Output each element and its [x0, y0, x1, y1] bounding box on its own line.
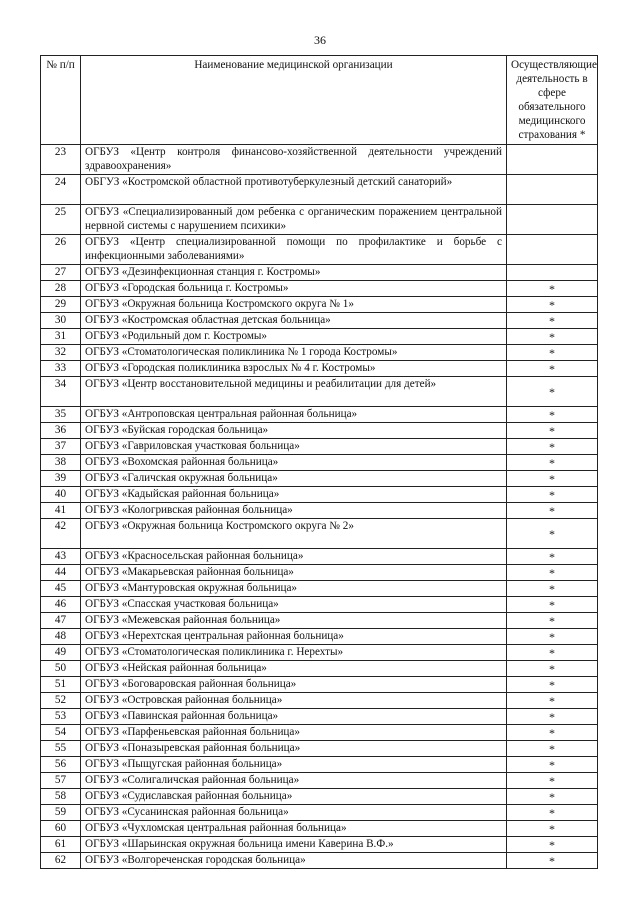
- row-number: 46: [41, 597, 81, 613]
- row-number: 60: [41, 821, 81, 837]
- organization-name: ОГБУЗ «Буйская городская больница»: [81, 423, 507, 439]
- table-row: [41, 205, 598, 235]
- row-number: 39: [41, 471, 81, 487]
- organization-name: ОГБУЗ «Родильный дом г. Костромы»: [81, 329, 507, 345]
- column-header-oms: Осуществляющие деятельность в сфере обязательного медицинского страхования *: [507, 56, 598, 145]
- oms-mark: *: [507, 757, 598, 773]
- oms-mark: *: [507, 853, 598, 869]
- oms-mark: [507, 265, 598, 281]
- row-number: 35: [41, 407, 81, 423]
- table-row: [41, 741, 598, 757]
- oms-mark: *: [507, 821, 598, 837]
- row-number: 45: [41, 581, 81, 597]
- oms-mark: *: [507, 519, 598, 549]
- oms-mark: [507, 205, 598, 235]
- table-row: [41, 297, 598, 313]
- row-number: 33: [41, 361, 81, 377]
- row-number: 31: [41, 329, 81, 345]
- oms-mark: *: [507, 455, 598, 471]
- row-number: 24: [41, 175, 81, 205]
- row-number: 30: [41, 313, 81, 329]
- row-number: 42: [41, 519, 81, 549]
- organization-name: ОГБУЗ «Боговаровская районная больница»: [81, 677, 507, 693]
- oms-mark: *: [507, 597, 598, 613]
- row-number: 57: [41, 773, 81, 789]
- table-header-row: [41, 56, 598, 145]
- organization-name: ОГБУЗ «Парфеньевская районная больница»: [81, 725, 507, 741]
- row-number: 53: [41, 709, 81, 725]
- table-row: [41, 423, 598, 439]
- organization-name: ОГБУЗ «Кадыйская районная больница»: [81, 487, 507, 503]
- row-number: 58: [41, 789, 81, 805]
- table-row: [41, 519, 598, 549]
- oms-mark: [507, 175, 598, 205]
- table-row: [41, 549, 598, 565]
- oms-mark: *: [507, 329, 598, 345]
- table-row: [41, 471, 598, 487]
- organization-name: ОГБУЗ «Судиславская районная больница»: [81, 789, 507, 805]
- table-row: [41, 487, 598, 503]
- oms-mark: *: [507, 661, 598, 677]
- oms-mark: *: [507, 693, 598, 709]
- oms-mark: [507, 235, 598, 265]
- oms-mark: *: [507, 725, 598, 741]
- table-row: [41, 377, 598, 407]
- table-row: [41, 345, 598, 361]
- oms-mark: *: [507, 471, 598, 487]
- row-number: 36: [41, 423, 81, 439]
- table-row: [41, 773, 598, 789]
- table-row: [41, 175, 598, 205]
- organization-name: ОГБУЗ «Волгореченская городская больница»: [81, 853, 507, 869]
- row-number: 43: [41, 549, 81, 565]
- oms-mark: *: [507, 613, 598, 629]
- organization-name: ОГБУЗ «Сусанинская районная больница»: [81, 805, 507, 821]
- table-row: [41, 235, 598, 265]
- table-row: [41, 439, 598, 455]
- row-number: 56: [41, 757, 81, 773]
- table-body: [41, 145, 598, 869]
- organization-name: ОГБУЗ «Нерехтская центральная районная больница»: [81, 629, 507, 645]
- table-row: [41, 821, 598, 837]
- oms-mark: *: [507, 313, 598, 329]
- oms-mark: [507, 145, 598, 175]
- organization-name: ОГБУЗ «Кологривская районная больница»: [81, 503, 507, 519]
- organization-name: ОГБУЗ «Городская больница г. Костромы»: [81, 281, 507, 297]
- table-row: [41, 313, 598, 329]
- organization-name: ОГБУЗ «Вохомская районная больница»: [81, 455, 507, 471]
- organization-name: ОГБУЗ «Пыщугская районная больница»: [81, 757, 507, 773]
- oms-mark: *: [507, 407, 598, 423]
- oms-mark: *: [507, 709, 598, 725]
- table-row: [41, 725, 598, 741]
- row-number: 28: [41, 281, 81, 297]
- organization-name: ОГБУЗ «Стоматологическая поликлиника № 1 города Костромы»: [81, 345, 507, 361]
- table-row: [41, 853, 598, 869]
- table-row: [41, 265, 598, 281]
- row-number: 48: [41, 629, 81, 645]
- table-row: [41, 407, 598, 423]
- organization-name: ОГБУЗ «Окружная больница Костромского округа № 1»: [81, 297, 507, 313]
- table-row: [41, 597, 598, 613]
- organization-name: ОГБУЗ «Центр контроля финансово-хозяйственной деятельности учреждений здравоохранения»: [81, 145, 507, 175]
- organization-name: ОГБУЗ «Галичская окружная больница»: [81, 471, 507, 487]
- oms-mark: *: [507, 741, 598, 757]
- organization-name: ОБГУЗ «Костромской областной противотуберкулезный детский санаторий»: [81, 175, 507, 205]
- table-row: [41, 145, 598, 175]
- oms-mark: *: [507, 773, 598, 789]
- row-number: 34: [41, 377, 81, 407]
- organization-name: ОГБУЗ «Городская поликлиника взрослых № 4 г. Костромы»: [81, 361, 507, 377]
- row-number: 47: [41, 613, 81, 629]
- oms-mark: *: [507, 361, 598, 377]
- row-number: 41: [41, 503, 81, 519]
- row-number: 44: [41, 565, 81, 581]
- oms-mark: *: [507, 581, 598, 597]
- organization-name: ОГБУЗ «Чухломская центральная районная больница»: [81, 821, 507, 837]
- row-number: 62: [41, 853, 81, 869]
- table-row: [41, 629, 598, 645]
- oms-mark: *: [507, 677, 598, 693]
- oms-mark: *: [507, 377, 598, 407]
- row-number: 38: [41, 455, 81, 471]
- organization-name: ОГБУЗ «Костромская областная детская больница»: [81, 313, 507, 329]
- oms-mark: *: [507, 629, 598, 645]
- organization-name: ОГБУЗ «Межевская районная больница»: [81, 613, 507, 629]
- oms-mark: *: [507, 487, 598, 503]
- row-number: 50: [41, 661, 81, 677]
- organization-name: ОГБУЗ «Макарьевская районная больница»: [81, 565, 507, 581]
- table-row: [41, 709, 598, 725]
- table-row: [41, 503, 598, 519]
- oms-mark: *: [507, 503, 598, 519]
- column-header-number: № п/п: [41, 56, 81, 145]
- organization-name: ОГБУЗ «Островская районная больница»: [81, 693, 507, 709]
- column-header-name: Наименование медицинской организации: [81, 56, 507, 145]
- oms-mark: *: [507, 423, 598, 439]
- organization-name: ОГБУЗ «Поназыревская районная больница»: [81, 741, 507, 757]
- oms-mark: *: [507, 345, 598, 361]
- oms-mark: *: [507, 837, 598, 853]
- organization-name: ОГБУЗ «Шарьинская окружная больница имени Каверина В.Ф.»: [81, 837, 507, 853]
- oms-mark: *: [507, 297, 598, 313]
- table-row: [41, 455, 598, 471]
- organization-name: ОГБУЗ «Солигаличская районная больница»: [81, 773, 507, 789]
- organization-name: ОГБУЗ «Нейская районная больница»: [81, 661, 507, 677]
- oms-mark: *: [507, 805, 598, 821]
- organization-name: ОГБУЗ «Стоматологическая поликлиника г. Нерехты»: [81, 645, 507, 661]
- row-number: 23: [41, 145, 81, 175]
- table-row: [41, 677, 598, 693]
- row-number: 26: [41, 235, 81, 265]
- oms-mark: *: [507, 645, 598, 661]
- row-number: 61: [41, 837, 81, 853]
- organization-name: ОГБУЗ «Антроповская центральная районная больница»: [81, 407, 507, 423]
- organization-name: ОГБУЗ «Красносельская районная больница»: [81, 549, 507, 565]
- oms-mark: *: [507, 549, 598, 565]
- row-number: 27: [41, 265, 81, 281]
- organization-name: ОГБУЗ «Спасская участковая больница»: [81, 597, 507, 613]
- organization-name: ОГБУЗ «Павинская районная больница»: [81, 709, 507, 725]
- table-row: [41, 805, 598, 821]
- organization-name: ОГБУЗ «Мантуровская окружная больница»: [81, 581, 507, 597]
- organization-name: ОГБУЗ «Центр восстановительной медицины и реабилитации для детей»: [81, 377, 507, 407]
- table-row: [41, 565, 598, 581]
- row-number: 29: [41, 297, 81, 313]
- row-number: 49: [41, 645, 81, 661]
- page-number: 36: [314, 33, 326, 47]
- organization-name: ОГБУЗ «Специализированный дом ребенка с органическим поражением центральной нервной системы с нарушением психики»: [81, 205, 507, 235]
- oms-mark: *: [507, 281, 598, 297]
- row-number: 32: [41, 345, 81, 361]
- row-number: 54: [41, 725, 81, 741]
- row-number: 37: [41, 439, 81, 455]
- row-number: 52: [41, 693, 81, 709]
- oms-mark: *: [507, 439, 598, 455]
- organization-name: ОГБУЗ «Дезинфекционная станция г. Костромы»: [81, 265, 507, 281]
- table-row: [41, 329, 598, 345]
- row-number: 59: [41, 805, 81, 821]
- table-row: [41, 281, 598, 297]
- table-row: [41, 581, 598, 597]
- table-row: [41, 693, 598, 709]
- table-row: [41, 613, 598, 629]
- organization-name: ОГБУЗ «Окружная больница Костромского округа № 2»: [81, 519, 507, 549]
- table-row: [41, 837, 598, 853]
- table-row: [41, 645, 598, 661]
- organization-name: ОГБУЗ «Центр специализированной помощи по профилактике и борьбе с инфекционными заболеваниями»: [81, 235, 507, 265]
- organizations-table: [40, 55, 598, 869]
- table-row: [41, 661, 598, 677]
- table-row: [41, 361, 598, 377]
- table-row: [41, 789, 598, 805]
- oms-mark: *: [507, 565, 598, 581]
- organization-name: ОГБУЗ «Гавриловская участковая больница»: [81, 439, 507, 455]
- table-row: [41, 757, 598, 773]
- row-number: 55: [41, 741, 81, 757]
- row-number: 25: [41, 205, 81, 235]
- row-number: 51: [41, 677, 81, 693]
- oms-mark: *: [507, 789, 598, 805]
- row-number: 40: [41, 487, 81, 503]
